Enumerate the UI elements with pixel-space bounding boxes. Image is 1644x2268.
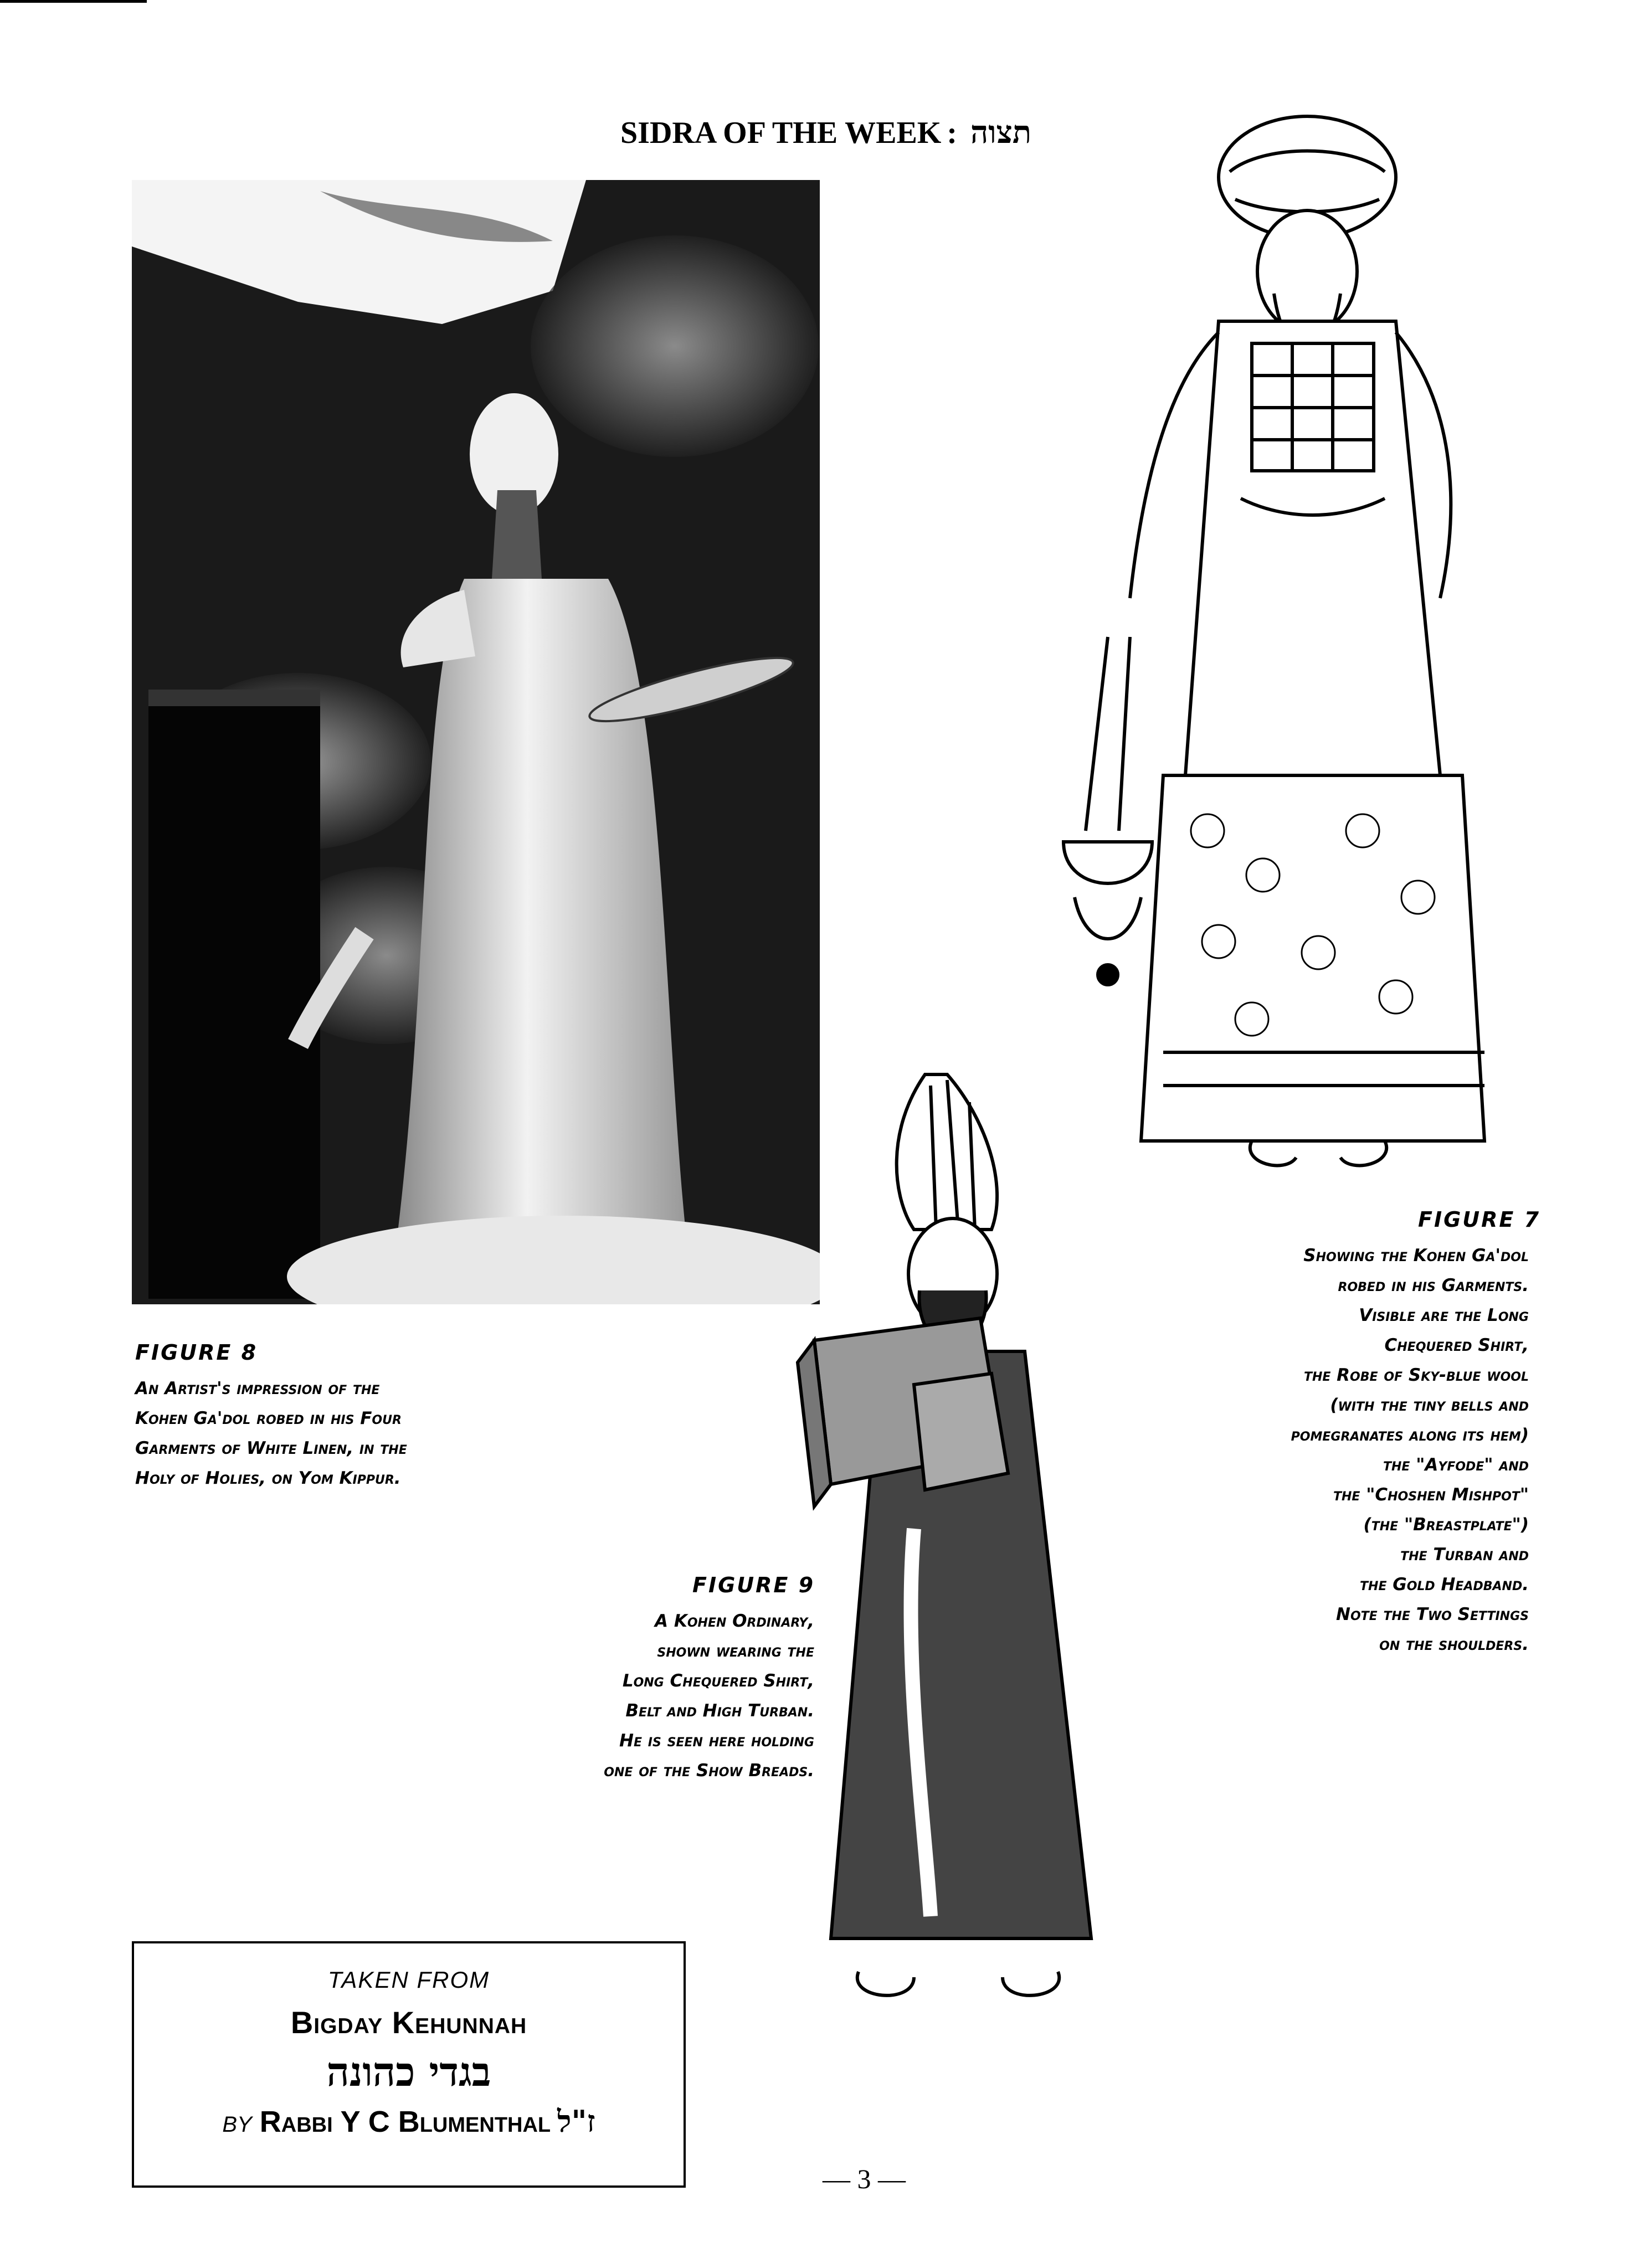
caption-line: (the "Breastplate")	[1363, 1515, 1529, 1535]
figure-9-illustration	[748, 1052, 1169, 2049]
figure-8-illustration	[132, 180, 820, 1304]
caption-line: Garments of White Linen, in the	[135, 1438, 407, 1458]
credit-author-line	[134, 2104, 684, 2139]
caption-line: pomegranates along its hem)	[1291, 1425, 1529, 1445]
figure-7-illustration	[1052, 111, 1584, 1196]
caption-line: one of the Show Breads.	[604, 1761, 814, 1781]
caption-line: on the shoulders.	[1379, 1634, 1529, 1654]
figure-8-label: FIGURE 8	[135, 1340, 258, 1365]
figure-7-caption	[1108, 1241, 1529, 1659]
caption-line: the Gold Headband.	[1360, 1575, 1529, 1595]
caption-line: Visible are the Long	[1359, 1305, 1529, 1325]
caption-line: the Robe of Sky-blue wool	[1303, 1365, 1529, 1385]
credit-author: Rabbi Y C Blumenthal	[259, 2105, 551, 2138]
caption-line: the Turban and	[1400, 1545, 1529, 1565]
caption-line: shown wearing the	[657, 1641, 814, 1661]
caption-line: (with the tiny bells and	[1330, 1395, 1529, 1415]
caption-line: Belt and High Turban.	[625, 1701, 814, 1721]
figure-7-label: FIGURE 7	[1418, 1207, 1541, 1232]
figure-7-artwork	[1052, 111, 1584, 1196]
caption-line: the "Choshen Mishpot"	[1333, 1485, 1529, 1505]
caption-line: He is seen here holding	[619, 1731, 814, 1751]
caption-line: Kohen Ga'dol robed in his Four	[135, 1408, 402, 1428]
caption-line: An Artist's impression of the	[135, 1379, 380, 1398]
credit-book-title: Bigday Kehunnah	[290, 2005, 527, 2040]
caption-line: Chequered Shirt,	[1384, 1335, 1529, 1355]
caption-line: Holy of Holies, on Yom Kippur.	[135, 1468, 401, 1488]
figure-9-artwork	[748, 1052, 1169, 2049]
credit-taken-from: TAKEN FROM	[327, 1967, 490, 1993]
credit-by-label: BY	[222, 2112, 252, 2137]
header-title: SIDRA OF THE WEEK	[620, 116, 942, 150]
caption-line: Note the Two Settings	[1336, 1604, 1529, 1624]
figure-9-caption	[499, 1606, 814, 1786]
caption-line: A Kohen Ordinary,	[655, 1611, 814, 1631]
header-parsha-hebrew: תצוה	[970, 116, 1032, 150]
caption-line: robed in his Garments.	[1338, 1276, 1529, 1295]
figure-9-label: FIGURE 9	[692, 1573, 815, 1597]
page-number: — 3 —	[823, 2163, 906, 2194]
credit-honorific: ז"ל	[557, 2104, 595, 2139]
figure-8-artwork	[132, 180, 820, 1304]
caption-line: Showing the Kohen Ga'dol	[1303, 1246, 1529, 1266]
caption-line: Long Chequered Shirt,	[622, 1671, 814, 1691]
credit-book-hebrew: בגדי כהונה	[326, 2048, 491, 2095]
figure-8-caption	[135, 1374, 523, 1493]
top-rule	[0, 0, 147, 3]
page-header: SIDRA OF THE WEEK : תצוה	[620, 116, 1032, 150]
caption-line: the "Ayfode" and	[1383, 1455, 1529, 1475]
source-credit-box	[132, 1941, 686, 2188]
